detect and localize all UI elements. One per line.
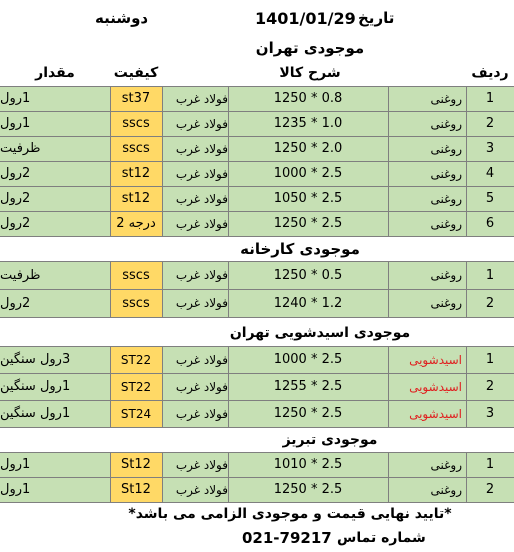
column-header <box>0 60 514 86</box>
maker-cell: فولاد غرب <box>175 457 228 472</box>
maker-cell: فولاد غرب <box>175 216 228 231</box>
quality-cell: St12 <box>110 452 162 477</box>
size-cell: 1240 * 1.2 <box>273 295 343 311</box>
maker-cell: فولاد غرب <box>175 116 228 131</box>
type-cell: روغنی <box>430 268 462 282</box>
maker-cell: فولاد غرب <box>175 482 228 497</box>
column-divider <box>228 477 229 502</box>
row-number-cell: 2 <box>485 116 495 131</box>
table-row <box>0 346 514 373</box>
row-divider <box>0 289 514 290</box>
column-divider <box>162 477 163 502</box>
quality-cell: st12 <box>110 161 162 186</box>
quantity-cell: 2رول <box>0 191 31 206</box>
column-divider <box>110 400 111 427</box>
row-number-cell: 2 <box>485 379 495 394</box>
column-divider <box>110 477 111 502</box>
column-divider <box>388 289 389 317</box>
table-row <box>0 211 514 236</box>
quantity-cell: 1رول <box>0 91 31 106</box>
column-divider <box>228 452 229 477</box>
column-divider <box>228 186 229 211</box>
row-number-cell: 3 <box>485 141 495 156</box>
footer-note: *تایید نهایی قیمت و موجودی الزامی می باشد* <box>128 506 452 522</box>
footer-note-row <box>0 502 514 526</box>
pickling-title: موجودی اسیدشویی تهران <box>229 325 411 341</box>
size-cell: 1050 * 2.5 <box>273 191 343 206</box>
size-cell: 1250 * 2.5 <box>273 482 343 497</box>
quantity-cell: 2رول <box>0 166 31 181</box>
table-row <box>0 111 514 136</box>
size-cell: 1250 * 0.5 <box>273 267 343 283</box>
row-number-cell: 1 <box>485 267 495 283</box>
maker-cell: فولاد غرب <box>175 191 228 206</box>
column-divider <box>228 136 229 161</box>
column-divider <box>228 373 229 400</box>
maker-cell: فولاد غرب <box>175 268 228 282</box>
column-divider <box>162 452 163 477</box>
column-divider <box>162 111 163 136</box>
column-divider <box>110 261 111 289</box>
quality-cell: درجه 2 <box>110 211 162 236</box>
column-divider <box>162 161 163 186</box>
row-number-cell: 1 <box>485 352 495 367</box>
column-divider <box>162 346 163 373</box>
column-quantity: مقدار <box>35 65 75 81</box>
type-cell: اسیدشویی <box>409 379 462 394</box>
type-cell: روغنی <box>430 296 462 310</box>
row-number-cell: 1 <box>485 91 495 106</box>
column-description: شرح کالا <box>279 65 341 81</box>
maker-cell: فولاد غرب <box>175 296 228 310</box>
page-title-row <box>0 36 514 60</box>
column-divider <box>162 289 163 317</box>
column-divider <box>110 86 111 111</box>
quantity-cell: 2رول <box>0 295 31 311</box>
row-divider <box>0 111 514 112</box>
maker-cell: فولاد غرب <box>175 379 228 394</box>
table-row <box>0 186 514 211</box>
column-divider <box>162 261 163 289</box>
maker-cell: فولاد غرب <box>175 406 228 421</box>
row-divider <box>0 373 514 374</box>
column-divider <box>228 211 229 236</box>
column-divider <box>388 111 389 136</box>
column-divider <box>466 161 467 186</box>
table-row <box>0 261 514 289</box>
phone-number: 021-79217 <box>242 529 332 547</box>
row-divider <box>0 477 514 478</box>
column-divider <box>110 136 111 161</box>
footer-contact-row <box>0 526 514 550</box>
maker-cell: فولاد غرب <box>175 141 228 156</box>
row-number-cell: 2 <box>485 295 495 311</box>
column-divider <box>466 211 467 236</box>
quality-cell: st12 <box>110 186 162 211</box>
column-divider <box>110 346 111 373</box>
column-divider <box>110 452 111 477</box>
type-cell: روغنی <box>430 141 462 156</box>
quantity-cell: 1رول سنگین <box>0 406 71 421</box>
row-number-cell: 4 <box>485 166 495 181</box>
contact-label: شماره تماس <box>337 530 426 546</box>
column-divider <box>388 373 389 400</box>
type-cell: روغنی <box>430 166 462 181</box>
quantity-cell: 1رول <box>0 482 31 497</box>
header-row <box>0 0 514 36</box>
row-divider <box>0 346 514 347</box>
column-divider <box>162 136 163 161</box>
column-divider <box>466 289 467 317</box>
size-cell: 1000 * 2.5 <box>273 352 343 367</box>
quantity-cell: 1رول <box>0 116 31 131</box>
column-row-no: ردیف <box>471 65 509 81</box>
column-divider <box>466 477 467 502</box>
quantity-cell: 1رول سنگین <box>0 379 71 394</box>
column-divider <box>110 111 111 136</box>
page-title: موجودی تهران <box>255 39 365 57</box>
type-cell: اسیدشویی <box>409 352 462 367</box>
column-divider <box>110 211 111 236</box>
pickling-title-row <box>0 320 514 346</box>
column-divider <box>466 346 467 373</box>
row-divider <box>0 211 514 212</box>
column-divider <box>388 261 389 289</box>
size-cell: 1010 * 2.5 <box>273 457 343 472</box>
table-row <box>0 452 514 477</box>
column-divider <box>110 161 111 186</box>
size-cell: 1250 * 2.5 <box>273 406 343 421</box>
quality-cell: sscs <box>110 289 162 317</box>
table-row <box>0 400 514 427</box>
row-divider <box>0 86 514 87</box>
table-row <box>0 161 514 186</box>
row-divider <box>0 452 514 453</box>
row-divider <box>0 261 514 262</box>
quantity-cell: ظرفیت <box>0 141 41 156</box>
type-cell: روغنی <box>430 482 462 497</box>
column-divider <box>228 261 229 289</box>
row-number-cell: 5 <box>485 191 495 206</box>
type-cell: روغنی <box>430 191 462 206</box>
size-cell: 1250 * 2.0 <box>273 141 343 156</box>
quality-cell: St12 <box>110 477 162 502</box>
size-cell: 1255 * 2.5 <box>273 379 343 394</box>
column-divider <box>388 161 389 186</box>
column-divider <box>388 136 389 161</box>
quantity-cell: 1رول <box>0 457 31 472</box>
column-divider <box>388 211 389 236</box>
quality-cell: st37 <box>110 86 162 111</box>
quality-cell: sscs <box>110 111 162 136</box>
column-divider <box>228 161 229 186</box>
column-divider <box>228 86 229 111</box>
row-number-cell: 1 <box>485 457 495 472</box>
factory-title-row <box>0 237 514 261</box>
column-divider <box>466 111 467 136</box>
column-divider <box>466 186 467 211</box>
column-divider <box>228 289 229 317</box>
size-cell: 1250 * 0.8 <box>273 91 343 106</box>
size-cell: 1000 * 2.5 <box>273 166 343 181</box>
column-divider <box>162 400 163 427</box>
table-row <box>0 373 514 400</box>
column-divider <box>228 346 229 373</box>
quantity-cell: 2رول <box>0 216 31 231</box>
quality-cell: sscs <box>110 136 162 161</box>
column-divider <box>110 373 111 400</box>
row-divider <box>0 186 514 187</box>
factory-title: موجودی کارخانه <box>240 240 360 258</box>
maker-cell: فولاد غرب <box>175 352 228 367</box>
column-divider <box>388 86 389 111</box>
column-divider <box>162 373 163 400</box>
type-cell: روغنی <box>430 116 462 131</box>
column-divider <box>162 211 163 236</box>
type-cell: روغنی <box>430 91 462 106</box>
row-number-cell: 6 <box>485 216 495 231</box>
tabriz-title: موجودی تبریز <box>282 432 378 448</box>
column-divider <box>466 261 467 289</box>
column-divider <box>110 186 111 211</box>
column-divider <box>388 186 389 211</box>
type-cell: روغنی <box>430 216 462 231</box>
maker-cell: فولاد غرب <box>175 91 228 106</box>
column-divider <box>388 400 389 427</box>
table-row <box>0 86 514 111</box>
column-divider <box>228 111 229 136</box>
row-divider <box>0 161 514 162</box>
row-number-cell: 2 <box>485 482 495 497</box>
column-divider <box>388 477 389 502</box>
column-divider <box>388 346 389 373</box>
quality-cell: ST22 <box>110 346 162 373</box>
table-row <box>0 136 514 161</box>
column-divider <box>388 452 389 477</box>
type-cell: روغنی <box>430 457 462 472</box>
quality-cell: ST24 <box>110 400 162 427</box>
column-divider <box>162 186 163 211</box>
table-row <box>0 289 514 317</box>
table-row <box>0 477 514 502</box>
column-divider <box>466 452 467 477</box>
size-cell: 1250 * 2.5 <box>273 216 343 231</box>
row-divider <box>0 136 514 137</box>
tabriz-title-row <box>0 428 514 452</box>
column-divider <box>466 86 467 111</box>
type-cell: اسیدشویی <box>409 406 462 421</box>
quantity-cell: 3رول سنگین <box>0 352 71 367</box>
weekday: دوشنبه <box>95 9 149 27</box>
row-divider <box>0 400 514 401</box>
column-divider <box>110 289 111 317</box>
column-divider <box>466 136 467 161</box>
column-divider <box>466 400 467 427</box>
row-number-cell: 3 <box>485 406 495 421</box>
column-quality: کیفیت <box>113 65 159 81</box>
quality-cell: sscs <box>110 261 162 289</box>
date-label: تاریخ <box>358 9 395 27</box>
column-divider <box>466 373 467 400</box>
column-divider <box>162 86 163 111</box>
date-value: 1401/01/29 <box>255 8 356 28</box>
maker-cell: فولاد غرب <box>175 166 228 181</box>
quantity-cell: ظرفیت <box>0 267 41 283</box>
column-divider <box>228 400 229 427</box>
section-bottom-border <box>0 317 514 318</box>
size-cell: 1235 * 1.0 <box>273 116 343 131</box>
quality-cell: ST22 <box>110 373 162 400</box>
